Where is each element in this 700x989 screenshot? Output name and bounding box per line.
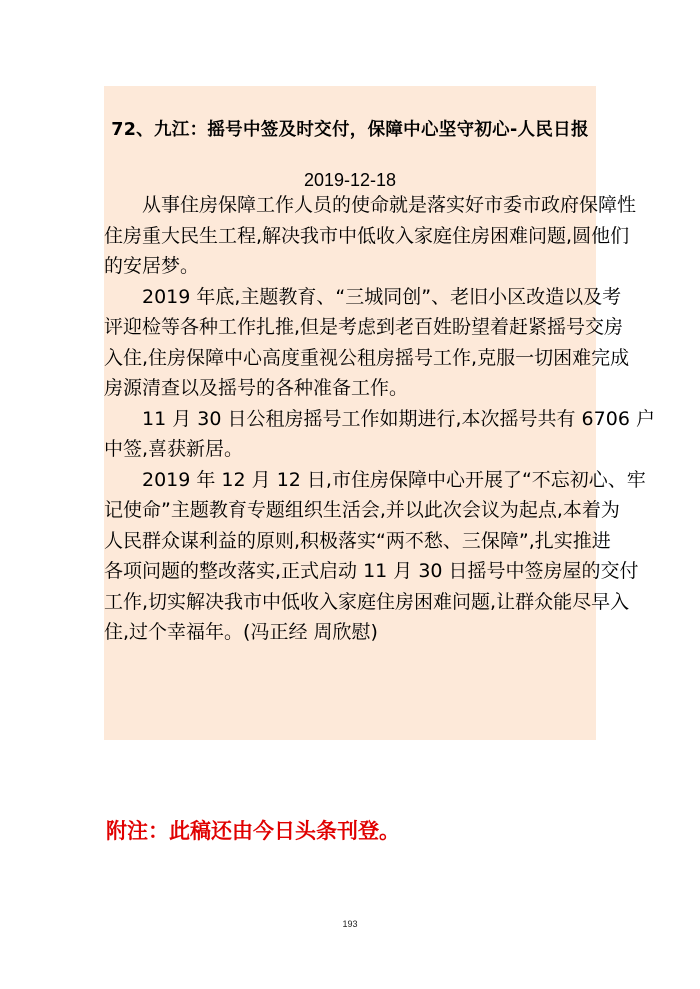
- body-line: 工作,切实解决我市中低收入家庭住房困难问题,让群众能尽早入: [104, 590, 630, 613]
- body-line: 从事住房保障工作人员的使命就是落实好市委市政府保障性: [142, 194, 637, 216]
- body-line: 住房重大民生工程,解决我市中低收入家庭住房困难问题,圆他们: [104, 224, 630, 247]
- body-line: 入住,住房保障中心高度重视公租房摇号工作,克服一切困难完成: [104, 346, 630, 369]
- body-line: 各项问题的整改落实,正式启动 11 月 30 日摇号中签房屋的交付: [104, 560, 639, 582]
- body-line: 中签,喜获新居。: [104, 438, 244, 460]
- body-line: 人民群众谋利益的原则,积极落实“两不愁、三保障”,扎实推进: [104, 529, 611, 552]
- body-line: 评迎检等各种工作扎推,但是考虑到老百姓盼望着赶紧摇号交房: [104, 316, 624, 338]
- article-box: [104, 86, 655, 740]
- body-line: 住,过个幸福年。(冯正经 周欣慰): [104, 621, 378, 643]
- body-line: 的安居梦。: [104, 255, 200, 277]
- body-line: 11 月 30 日公租房摇号工作如期进行,本次摇号共有 6706 户: [142, 407, 655, 430]
- body-line: 记使命”主题教育专题组织生活会,并以此次会议为起点,本着为: [104, 499, 620, 521]
- article-date: 2019-12-18: [303, 170, 397, 190]
- body-line: 2019 年 12 月 12 日,市住房保障中心开展了“不忘初心、牢: [142, 468, 646, 491]
- article-body: [104, 190, 655, 648]
- footnote: 附注：此稿还由今日头条刊登。: [106, 819, 400, 843]
- page-number: 193: [342, 919, 358, 929]
- body-line: 2019 年底,主题教育、“三城同创”、老旧小区改造以及考: [142, 285, 622, 308]
- body-line: 房源清查以及摇号的各种准备工作。: [104, 377, 409, 399]
- article-title: 72、九江：摇号中签及时交付，保障中心坚守初心-人民日报: [111, 120, 589, 140]
